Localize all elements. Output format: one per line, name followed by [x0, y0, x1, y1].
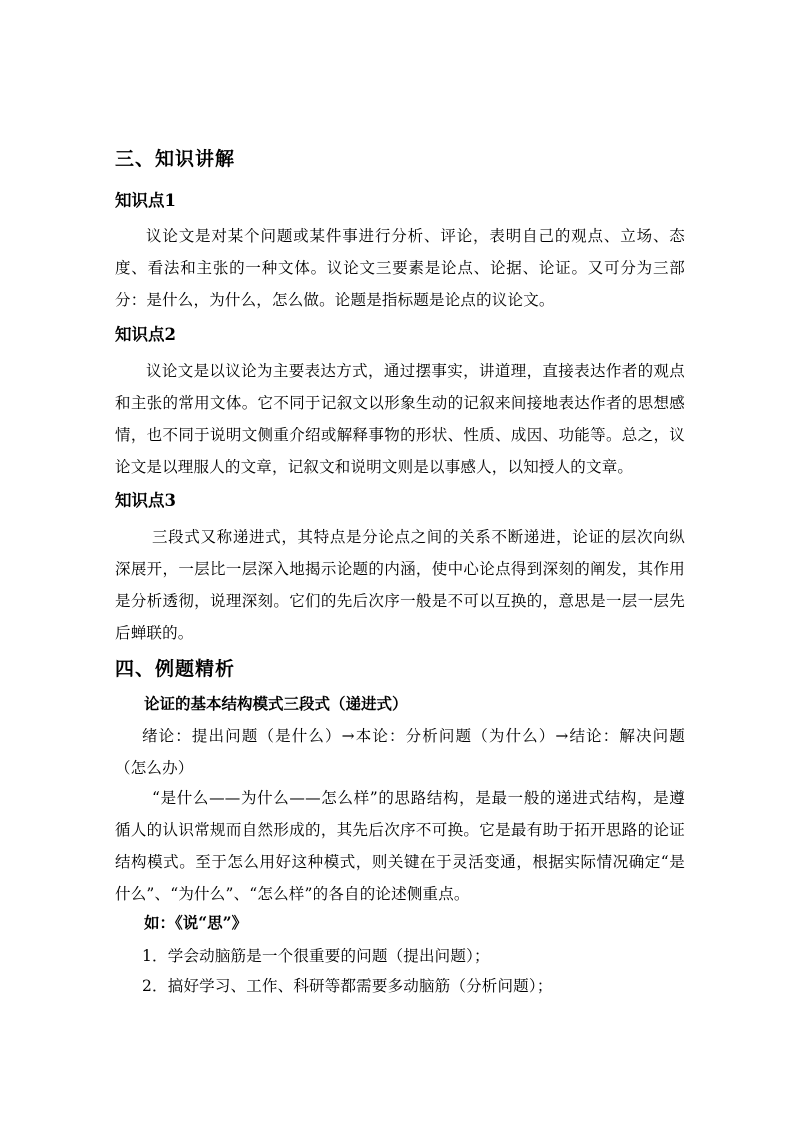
section-4-heading: 四、例题精析: [115, 658, 236, 680]
knowledge-point-1-title: 知识点1: [115, 191, 176, 210]
knowledge-point-3-text: 三段式又称递进式，其特点是分论点之间的关系不断递进，论证的层次向纵深展开，一层比一层深入地揭示论题的内涵，使中心论点得到深刻的阐发，其作用是分析透彻，说理深刻。它们的先后次序一般是不可以互换的，意思是一层一层先后蝉联的。: [115, 528, 685, 642]
knowledge-point-2-title: 知识点2: [115, 325, 176, 344]
knowledge-point-3-title: 知识点3: [115, 491, 176, 510]
example-item-2: 2．搞好学习、工作、科研等都需要多动脑筋（分析问题）；: [142, 977, 553, 995]
structure-flow: 绪论：提出问题（是什么）→本论：分析问题（为什么）→结论：解决问题（怎么办）: [115, 727, 685, 777]
example-item-1: 1．学会动脑筋是一个很重要的问题（提出问题）；: [142, 947, 490, 965]
section-3-heading: 三、知识讲解: [115, 148, 236, 170]
knowledge-point-1-text: 议论文是对某个问题或某件事进行分析、评论，表明自己的观点、立场、态度、看法和主张的一种文体。议论文三要素是论点、论据、论证。又可分为三部分：是什么，为什么，怎么做。论题是指标题是论点的议论文。: [115, 227, 685, 309]
structure-subheading: 论证的基本结构模式三段式（递进式）: [144, 694, 408, 713]
structure-explanation: “是什么——为什么——怎么样”的思路结构，是最一般的递进式结构，是遵循人的认识常规而自然形成的，其先后次序不可换。它是最有助于拓开思路的论证结构模式。至于怎么用好这种模式，则关键在于灵活变通，根据实际情况确定“是什么”、“为什么”、“怎么样”的各自的论述侧重点。: [115, 789, 685, 903]
knowledge-point-2-text: 议论文是以议论为主要表达方式，通过摆事实，讲道理，直接表达作者的观点和主张的常用文体。它不同于记叙文以形象生动的记叙来间接地表达作者的思想感情，也不同于说明文侧重介绍或解释事物的形状、性质、成因、功能等。总之，议论文是以理服人的文章，记叙文和说明文则是以事感人，以知授人的文章。: [115, 362, 685, 476]
example-title: 如：《说“思”》: [144, 913, 248, 932]
